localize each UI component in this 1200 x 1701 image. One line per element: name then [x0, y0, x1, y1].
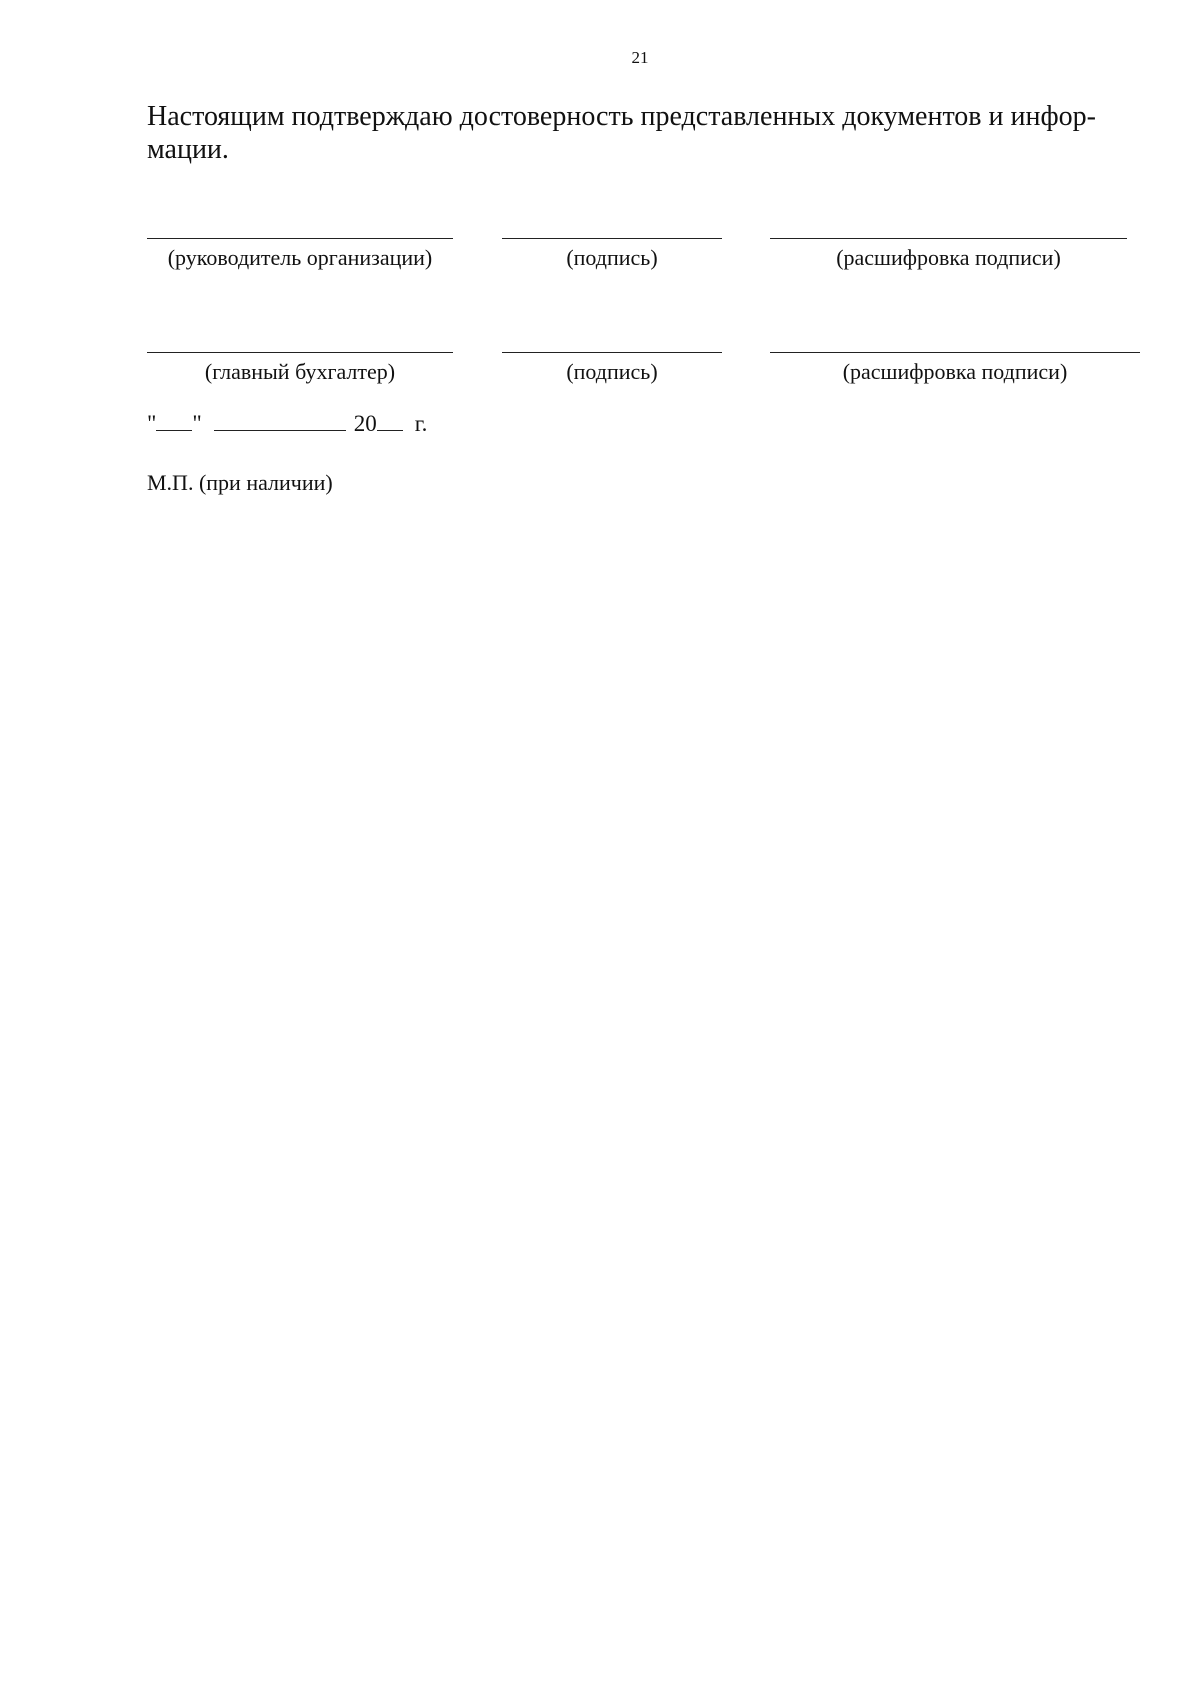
head-signature-line[interactable] [502, 238, 722, 239]
page-number: 21 [631, 48, 649, 67]
date-month-blank[interactable] [214, 410, 346, 431]
accountant-decoding-line[interactable] [770, 352, 1140, 353]
accountant-signature-line[interactable] [502, 352, 722, 353]
date-open-quote: " [147, 411, 157, 436]
head-signature-caption: (подпись) [566, 245, 658, 270]
date-year-prefix: 20 [353, 411, 377, 436]
date-field [147, 410, 427, 437]
head-decoding-line[interactable] [770, 238, 1127, 239]
seal-note: М.П. (при наличии) [147, 470, 333, 495]
certification-statement [147, 100, 1127, 166]
head-decoding-caption: (расшифровка подписи) [836, 245, 1061, 270]
accountant-signature-caption: (подпись) [566, 359, 658, 384]
head-role-line[interactable] [147, 238, 453, 239]
date-close-quote: " [192, 411, 202, 436]
head-role-caption: (руководитель организации) [167, 245, 433, 270]
accountant-decoding-caption: (расшифровка подписи) [842, 359, 1068, 384]
date-year-blank[interactable] [377, 410, 403, 431]
date-day-blank[interactable] [156, 410, 192, 431]
date-year-suffix: г. [414, 411, 428, 436]
accountant-role-line[interactable] [147, 352, 453, 353]
statement-line-1: Настоящим подтверждаю достоверность представленных документов и инфор- [147, 101, 1096, 132]
statement-line-2: мации. [147, 134, 229, 165]
accountant-role-caption: (главный бухгалтер) [204, 359, 396, 384]
